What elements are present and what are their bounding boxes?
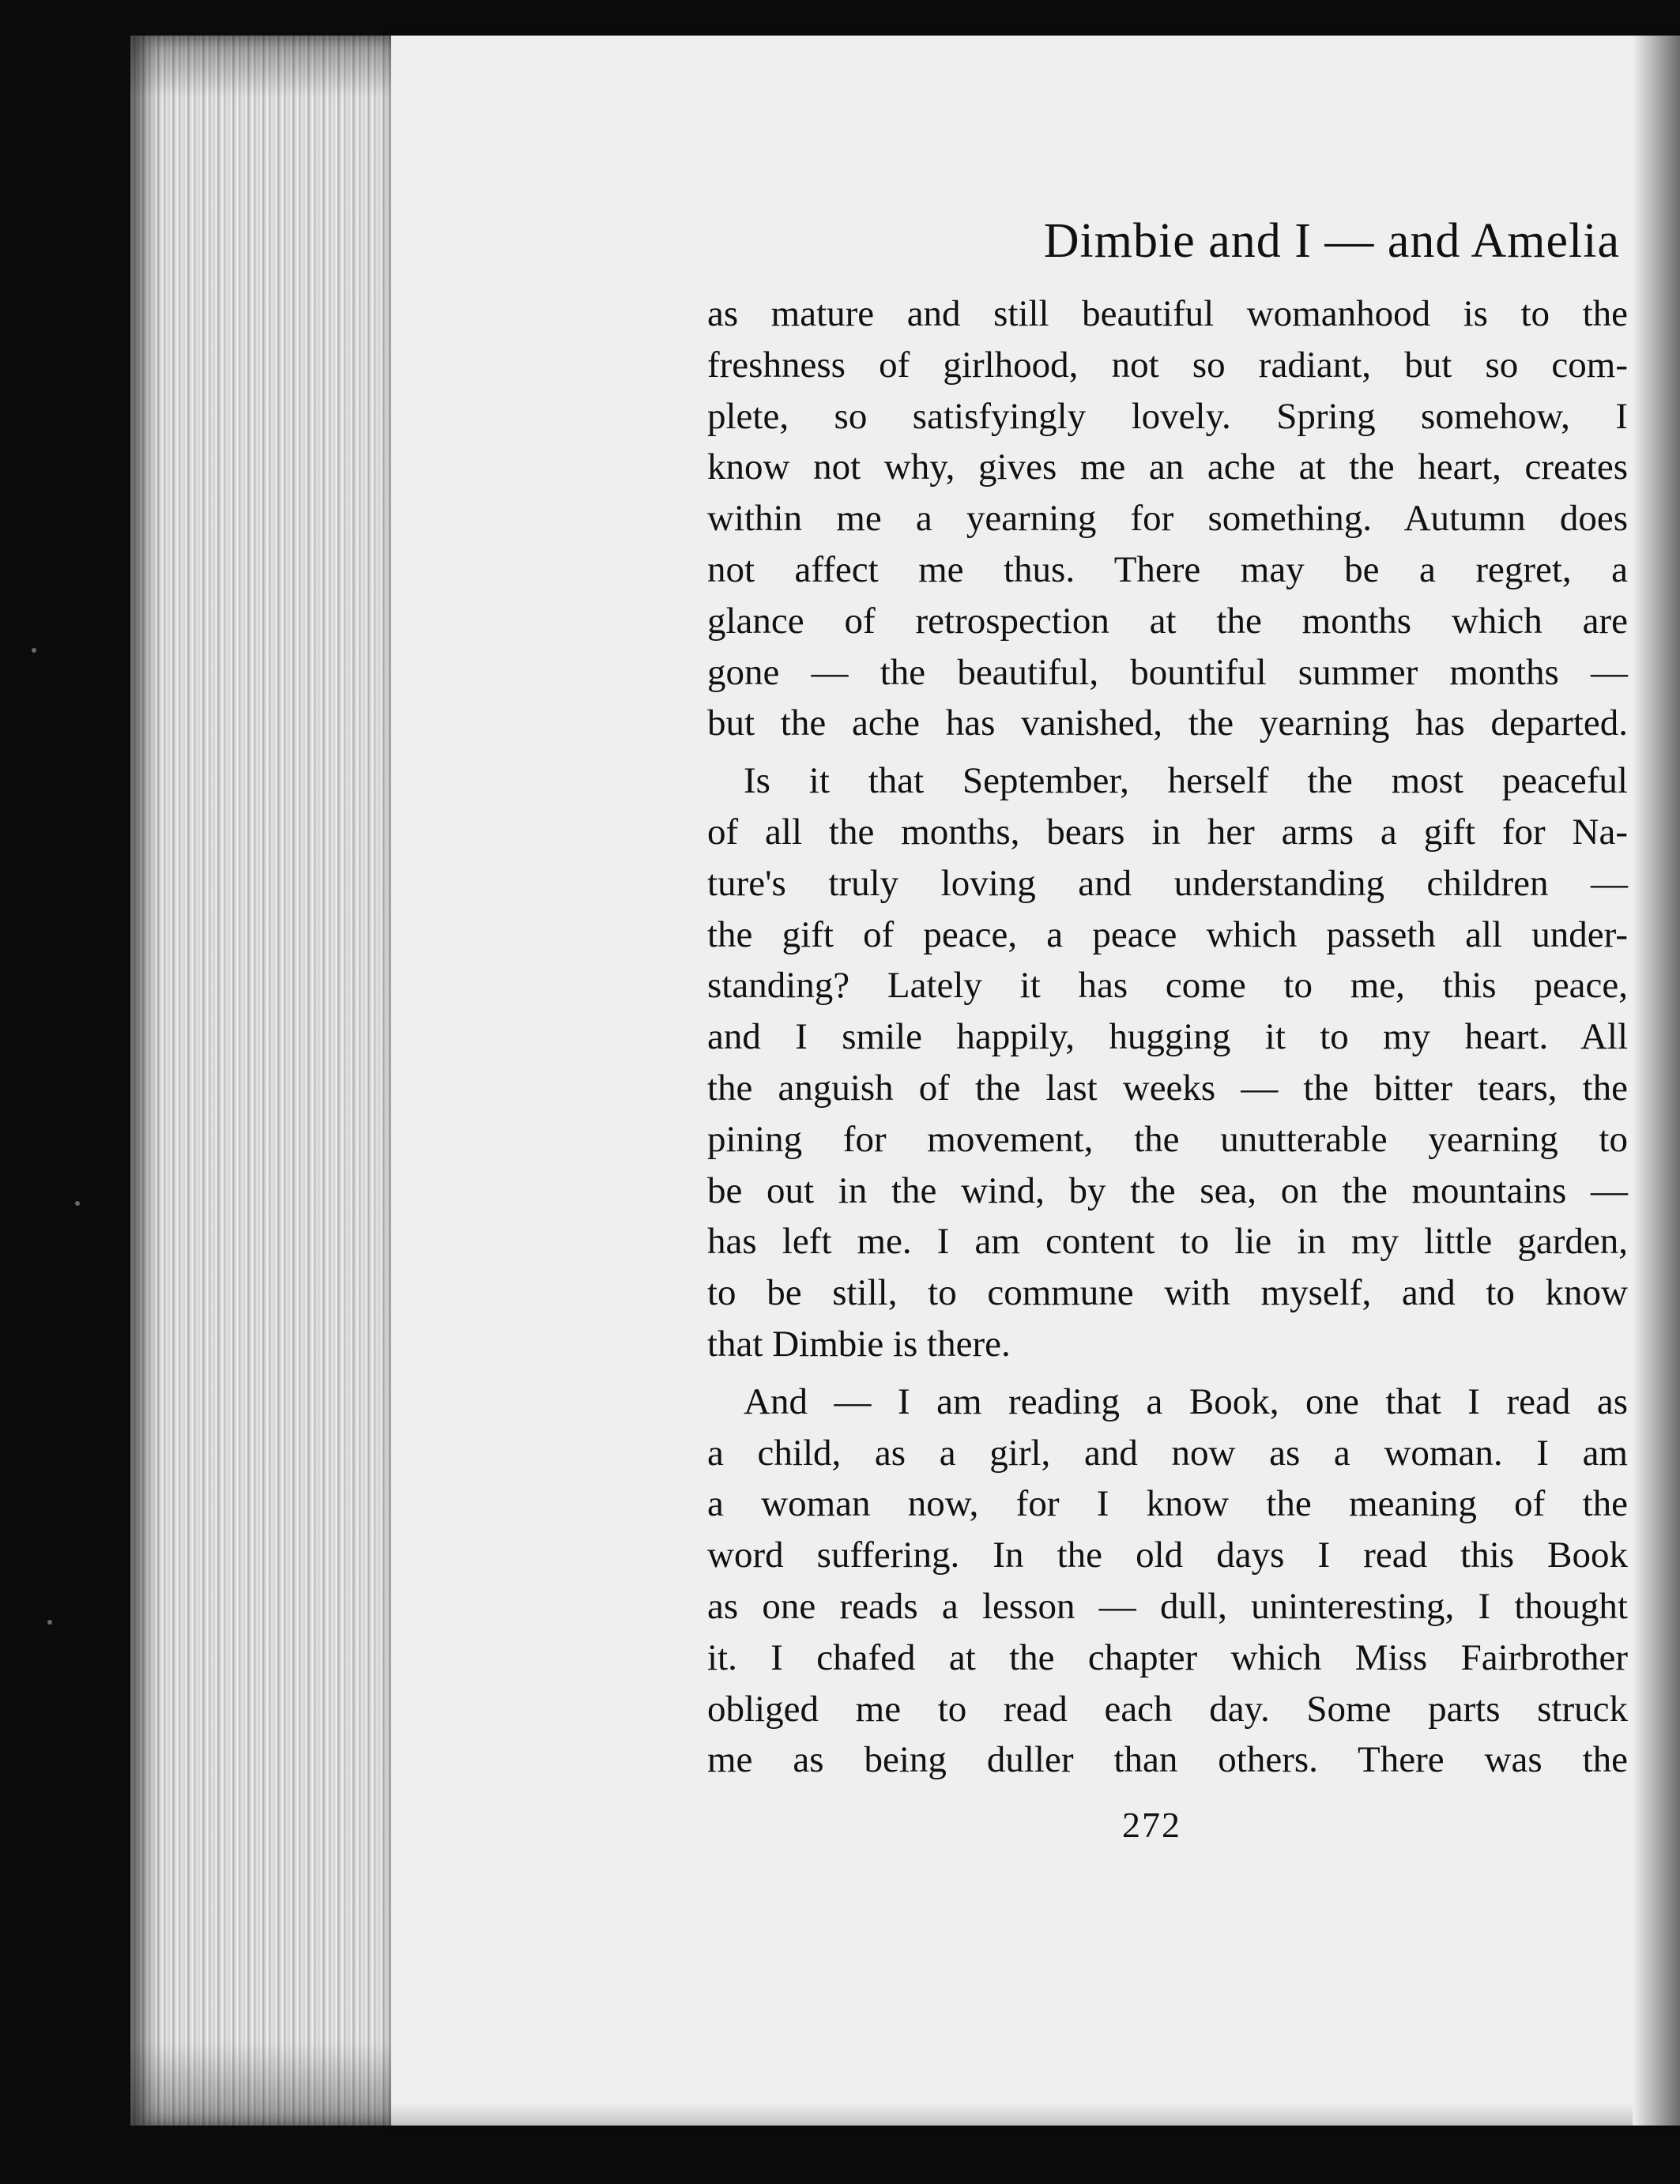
text-line: that Dimbie is there. — [707, 1323, 1011, 1365]
text-line: the anguish of the last weeks — the bitter tears, the — [707, 1067, 1628, 1109]
text-line: know not why, gives me an ache at the heart, creates — [707, 446, 1628, 488]
text-line: and I smile happily, hugging it to my heart. All — [707, 1016, 1628, 1058]
text-line: as one reads a lesson — dull, uninteresting, I thought — [707, 1585, 1628, 1627]
paragraph-2 — [707, 755, 1628, 1370]
text-line: me as being duller than others. There was the — [707, 1739, 1628, 1781]
text-line: a child, as a girl, and now as a woman. I am — [707, 1432, 1628, 1474]
page-right-shadow — [1633, 36, 1680, 2126]
text-line: glance of retrospection at the months which are — [707, 600, 1628, 642]
text-line: the gift of peace, a peace which passeth all under- — [707, 913, 1628, 955]
text-line: to be still, to commune with myself, and to know — [707, 1272, 1628, 1314]
text-line: but the ache has vanished, the yearning has departed. — [707, 702, 1628, 744]
text-line: obliged me to read each day. Some parts struck — [707, 1688, 1628, 1730]
paragraph-3 — [707, 1376, 1628, 1786]
paragraph-1 — [707, 288, 1628, 749]
text-line: has left me. I am content to lie in my little garden, — [707, 1221, 1628, 1263]
text-line: be out in the wind, by the sea, on the mountains — — [707, 1169, 1628, 1211]
text-line: standing? Lately it has come to me, this peace, — [707, 965, 1628, 1007]
scan-speck — [32, 648, 36, 653]
text-line: word suffering. In the old days I read this Book — [707, 1534, 1628, 1576]
text-line: within me a yearning for something. Autumn does — [707, 498, 1628, 540]
text-line: as mature and still beautiful womanhood is to the — [707, 293, 1628, 334]
text-line: plete, so satisfyingly lovely. Spring somehow, I — [707, 395, 1628, 437]
text-line: gone — the beautiful, bountiful summer months — — [707, 651, 1628, 693]
text-line: of all the months, bears in her arms a gift for Na- — [707, 811, 1628, 853]
text-line: And — I am reading a Book, one that I read as — [744, 1380, 1628, 1422]
scan-speck — [47, 1620, 52, 1625]
scan-speck — [75, 1201, 80, 1206]
page-edges — [130, 36, 411, 2126]
text-line: ture's truly loving and understanding children — — [707, 862, 1628, 904]
text-line: not affect me thus. There may be a regret, a — [707, 548, 1628, 590]
text-line: it. I chafed at the chapter which Miss Fairbrother — [707, 1636, 1628, 1678]
running-head: Dimbie and I — and Amelia — [1043, 214, 1620, 268]
text-block — [707, 209, 1628, 1849]
text-line: Is it that September, herself the most peaceful — [744, 760, 1628, 802]
page-number: 272 — [1122, 1805, 1181, 1846]
text-line: a woman now, for I know the meaning of the — [707, 1483, 1628, 1525]
text-line: pining for movement, the unutterable yearning to — [707, 1118, 1628, 1160]
text-line: freshness of girlhood, not so radiant, but so com- — [707, 344, 1628, 386]
